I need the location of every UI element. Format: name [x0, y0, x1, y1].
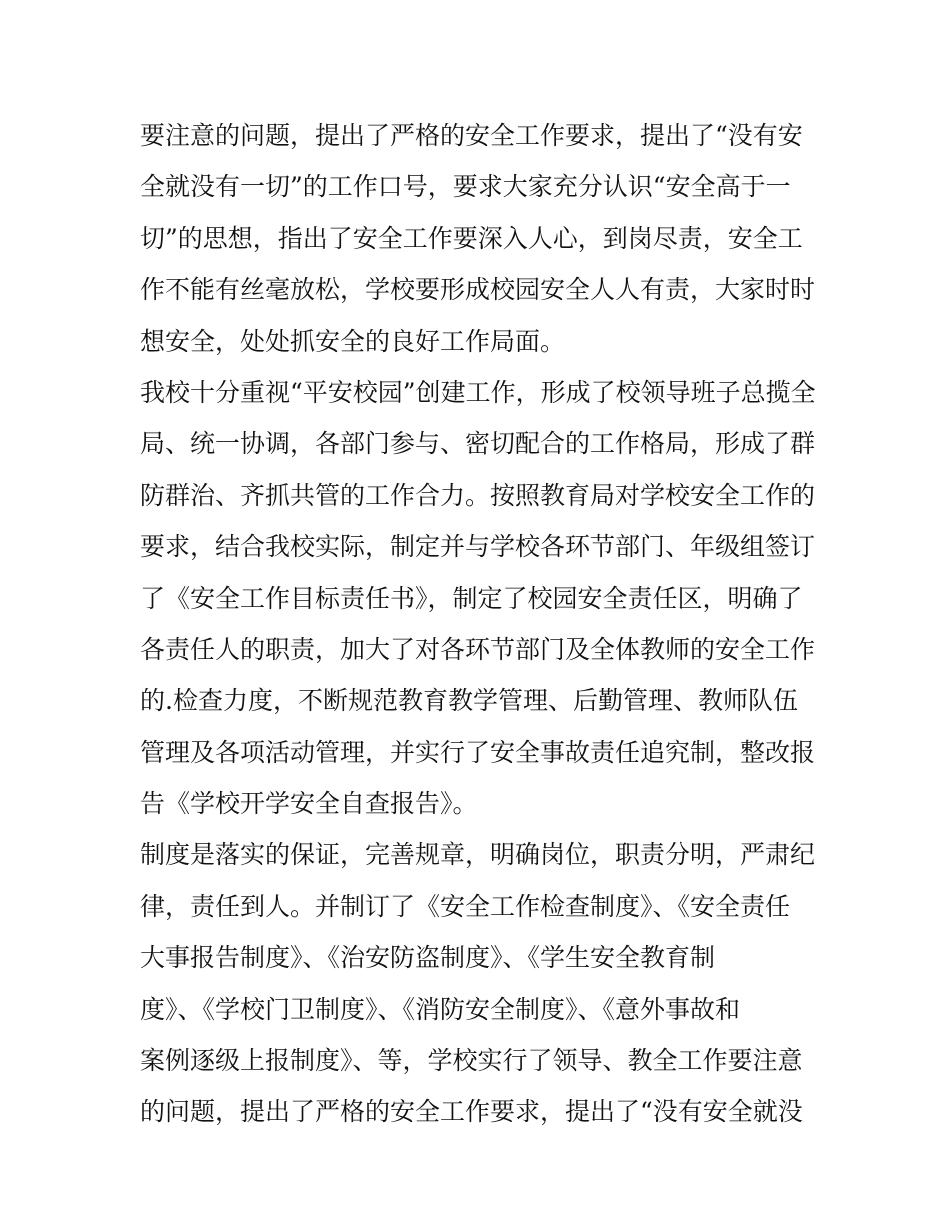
text-line-2: 全就没有一切”的工作口号，要求大家充分认识“安全高于一 — [140, 172, 791, 202]
text-line-9: 要求，结合我校实际，制定并与学校各环节部门、年级组签订 — [140, 532, 816, 562]
text-line-3: 切”的思想，指出了安全工作要深入人心，到岗尽责，安全工 — [140, 223, 803, 253]
text-line-15: 制度是落实的保证，完善规章，明确岗位，职责分明，严肃纪 — [140, 840, 816, 870]
text-line-5: 想安全，处处抓安全的良好工作局面。 — [140, 326, 566, 356]
text-line-10: 了《安全工作目标责任书》，制定了校园安全责任区，明确了 — [140, 583, 803, 613]
text-line-14: 告《学校开学安全自查报告》。 — [140, 789, 478, 819]
text-line-6: 我校十分重视“平安校园”创建工作，形成了校领导班子总揽全 — [140, 377, 816, 407]
text-line-13: 管理及各项活动管理，并实行了安全事故责任追究制，整改报 — [140, 737, 816, 767]
text-line-19: 案例逐级上报制度》、等，学校实行了领导、教全工作要注意 — [140, 1046, 803, 1076]
text-line-12: 的.检查力度，不断规范教育教学管理、后勤管理、教师队伍 — [140, 686, 798, 716]
document-body — [140, 110, 830, 1138]
text-line-1: 要注意的问题，提出了严格的安全工作要求，提出了“没有安 — [140, 121, 803, 150]
text-line-20: 的问题，提出了严格的安全工作要求，提出了“没有安全就没 — [140, 1097, 803, 1127]
text-line-18: 度》、《学校门卫制度》、《消防安全制度》、《意外事故和 — [140, 994, 741, 1024]
text-line-11: 各责任人的职责，加大了对各环节部门及全体教师的安全工作 — [140, 634, 816, 664]
text-line-4: 作不能有丝毫放松，学校要形成校园安全人人有责，大家时时 — [140, 275, 816, 305]
text-line-8: 防群治、齐抓共管的工作合力。按照教育局对学校安全工作的 — [140, 480, 816, 510]
text-line-7: 局、统一协调，各部门参与、密切配合的工作格局，形成了群 — [140, 429, 816, 459]
text-line-17: 大事报告制度》、《治安防盗制度》、《学生安全教育制 — [140, 943, 716, 973]
text-line-16: 律，责任到人。并制订了《安全工作检查制度》、《安全责任 — [140, 891, 791, 921]
